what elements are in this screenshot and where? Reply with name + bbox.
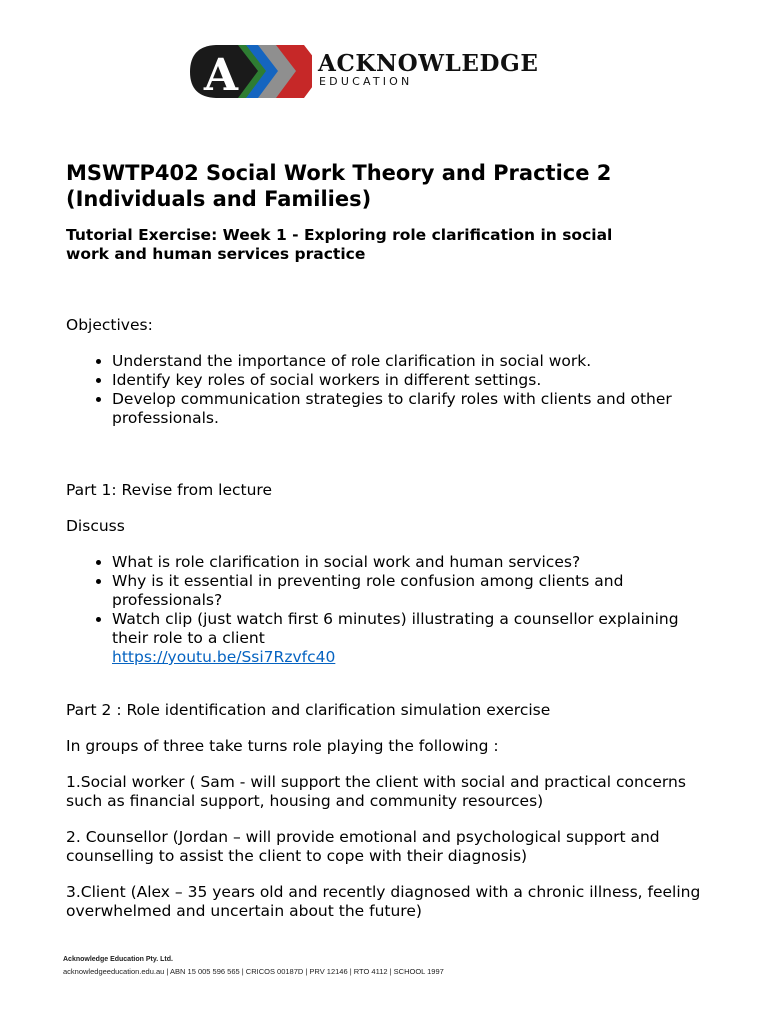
subtitle-line-1: Tutorial Exercise: Week 1 - Exploring role clarification in social	[66, 226, 613, 244]
role-social-worker: 1.Social worker ( Sam - will support the client with social and practical concerns such as financial support, housing and community resources)	[66, 773, 686, 810]
groups-instruction: In groups of three take turns role playing the following :	[66, 737, 499, 755]
brand-name: ACKNOWLEDGE	[318, 50, 539, 77]
acknowledge-a-emblem-icon	[182, 40, 312, 104]
role-counsellor: 2. Counsellor (Jordan – will provide emotional and psychological support and counselling to assist the client to cope with their diagnosis)	[66, 828, 660, 865]
svg-text:A: A	[203, 50, 239, 101]
footer-details: acknowledgeeducation.edu.au | ABN 15 005 596 565 | CRICOS 00187D | PRV 12146 | RTO 4112 | SCHOOL 1997	[63, 967, 444, 976]
objectives-heading: Objectives:	[66, 316, 153, 334]
part1-heading: Part 1: Revise from lecture	[66, 481, 272, 499]
objective-item: • Understand the importance of role clarification in social work.	[112, 352, 706, 371]
youtube-clip-link[interactable]: https://youtu.be/Ssi7Rzvfc40	[112, 648, 336, 666]
objective-item: • Develop communication strategies to clarify roles with clients and other professionals.	[112, 390, 706, 428]
brand-subtitle: EDUCATION	[319, 75, 413, 88]
discuss-item-text: Watch clip (just watch first 6 minutes) illustrating a counsellor explaining their role to a client	[112, 610, 679, 647]
objectives-list	[66, 352, 706, 428]
discuss-list	[66, 553, 706, 667]
discuss-item: • What is role clarification in social work and human services?	[112, 553, 706, 572]
footer	[63, 955, 444, 977]
tutorial-heading	[66, 226, 706, 264]
title-line-2: (Individuals and Families)	[66, 187, 372, 211]
logo	[182, 40, 592, 104]
part2-heading: Part 2 : Role identification and clarification simulation exercise	[66, 701, 551, 719]
page-title	[66, 160, 706, 212]
discuss-item	[112, 610, 706, 667]
subtitle-line-2: work and human services practice	[66, 245, 366, 263]
discuss-item: • Why is it essential in preventing role confusion among clients and professionals?	[112, 572, 706, 610]
title-line-1: MSWTP402 Social Work Theory and Practice 2	[66, 161, 612, 185]
footer-company: Acknowledge Education Pty. Ltd.	[63, 956, 173, 963]
discuss-heading: Discuss	[66, 517, 125, 535]
objective-item: • Identify key roles of social workers in different settings.	[112, 371, 706, 390]
role-client: 3.Client (Alex – 35 years old and recently diagnosed with a chronic illness, feeling overwhelmed and uncertain about the future)	[66, 883, 701, 920]
document-body	[66, 160, 706, 921]
